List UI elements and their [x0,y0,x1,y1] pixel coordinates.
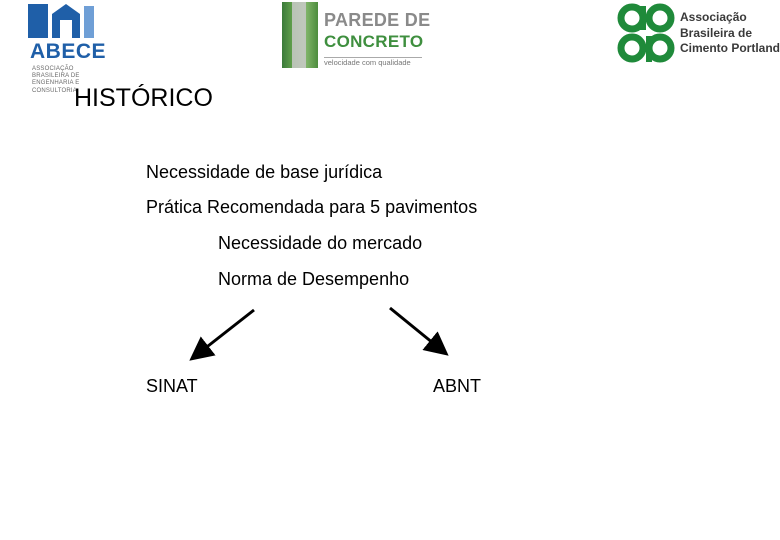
branch-sinat: SINAT [146,376,198,396]
parede-line1: PAREDE DE [324,10,431,30]
abcp-line1: Associação [680,10,747,24]
history-line-1: Necessidade de base jurídica [146,162,383,182]
history-line-4: Norma de Desempenho [218,269,410,289]
abcp-line2: Brasileira de [680,25,753,40]
abece-subtitle: ASSOCIAÇÃO BRASILEIRA DE ENGENHARIA E CONSULTORIA [32,66,80,94]
arrow-left [194,310,254,357]
branch-abnt: ABNT [433,376,482,396]
abcp-line3: Cimento Portland [680,41,780,55]
parede-line2: CONCRETO [324,32,424,51]
arrow-right [390,308,444,352]
abece-name: ABECE [30,40,107,63]
history-line-3: Necessidade do mercado [218,233,423,253]
slide-title: HISTÓRICO [74,84,213,112]
parede-tagline: velocidade com qualidade [324,57,422,67]
history-line-2: Prática Recomendada para 5 pavimentos [146,197,478,217]
